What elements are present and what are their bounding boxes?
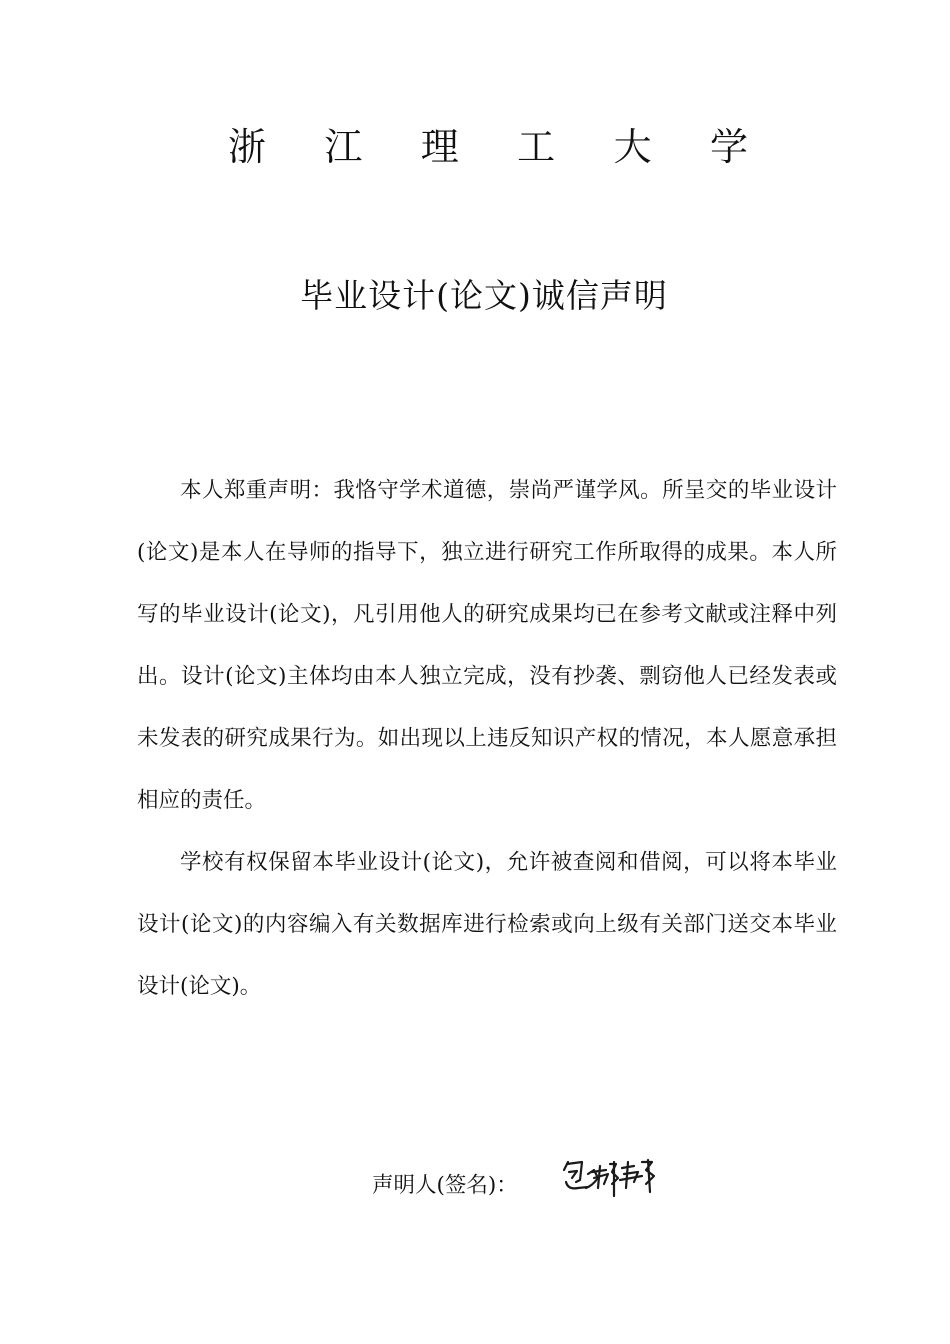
university-char: 工 xyxy=(517,125,556,169)
signature-block xyxy=(372,1166,518,1206)
university-char: 大 xyxy=(613,125,652,169)
permission-paragraph: 学校有权保留本毕业设计(论文)，允许被查阅和借阅，可以将本毕业设计(论文)的内容编入有关数据库进行检索或向上级有关部门送交本毕业设计(论文)。 xyxy=(137,850,837,999)
university-char: 学 xyxy=(709,125,748,169)
signature-label: 声明人(签名)： xyxy=(372,1173,518,1198)
handwritten-signature xyxy=(558,1148,668,1200)
university-char: 理 xyxy=(420,125,459,169)
document-title: 毕业设计(论文)诚信声明 xyxy=(300,276,668,315)
university-name xyxy=(228,122,748,172)
declaration-paragraph: 本人郑重声明：我恪守学术道德，崇尚严谨学风。所呈交的毕业设计(论文)是本人在导师的指导下，独立进行研究工作所取得的成果。本人所写的毕业设计(论文)，凡引用他人的研究成果均已在参考文献或注释中列出。设计(论文)主体均由本人独立完成，没有抄袭、剽窃他人已经发表或未发表的研究成果行为。如出现以上违反知识产权的情况，本人愿意承担相应的责任。 xyxy=(137,478,837,813)
university-char: 江 xyxy=(324,125,363,169)
declaration-body xyxy=(137,460,837,1018)
university-char: 浙 xyxy=(228,125,267,169)
